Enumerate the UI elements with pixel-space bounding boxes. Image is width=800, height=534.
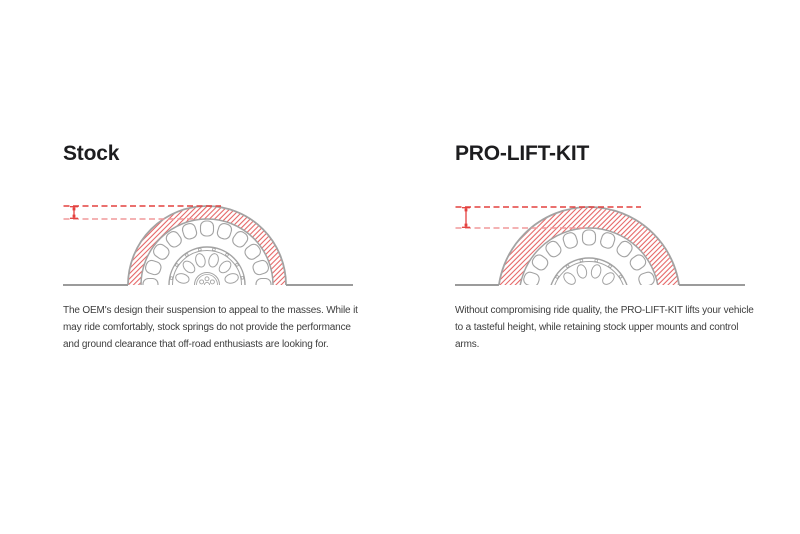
gap-measurement-indicator — [70, 207, 78, 219]
panel-stock — [63, 142, 365, 350]
panel-description-stock: The OEM's design their suspension to appeal to the masses. While it may ride comfortably, stock springs do not provide the performance and ground clearance that off-road enthusiasts are looking for. — [63, 305, 358, 350]
stock-wheel-diagram — [63, 195, 355, 295]
panel-description-pro-lift-kit: Without compromising ride quality, the PRO-LIFT-KIT lifts your vehicle to a tasteful height, while retaining stock upper mounts and control arms. — [455, 305, 754, 350]
panel-title-pro-lift-kit: PRO-LIFT-KIT — [455, 142, 590, 165]
panel-title-stock: Stock — [63, 142, 120, 165]
wheel-assembly — [498, 207, 680, 295]
pro-lift-kit-wheel-diagram — [455, 195, 747, 295]
gap-measurement-indicator — [462, 208, 470, 228]
panel-pro-lift-kit — [455, 142, 757, 350]
stock-wheel-illustration — [63, 195, 355, 295]
pro-lift-kit-wheel-illustration — [455, 195, 747, 295]
